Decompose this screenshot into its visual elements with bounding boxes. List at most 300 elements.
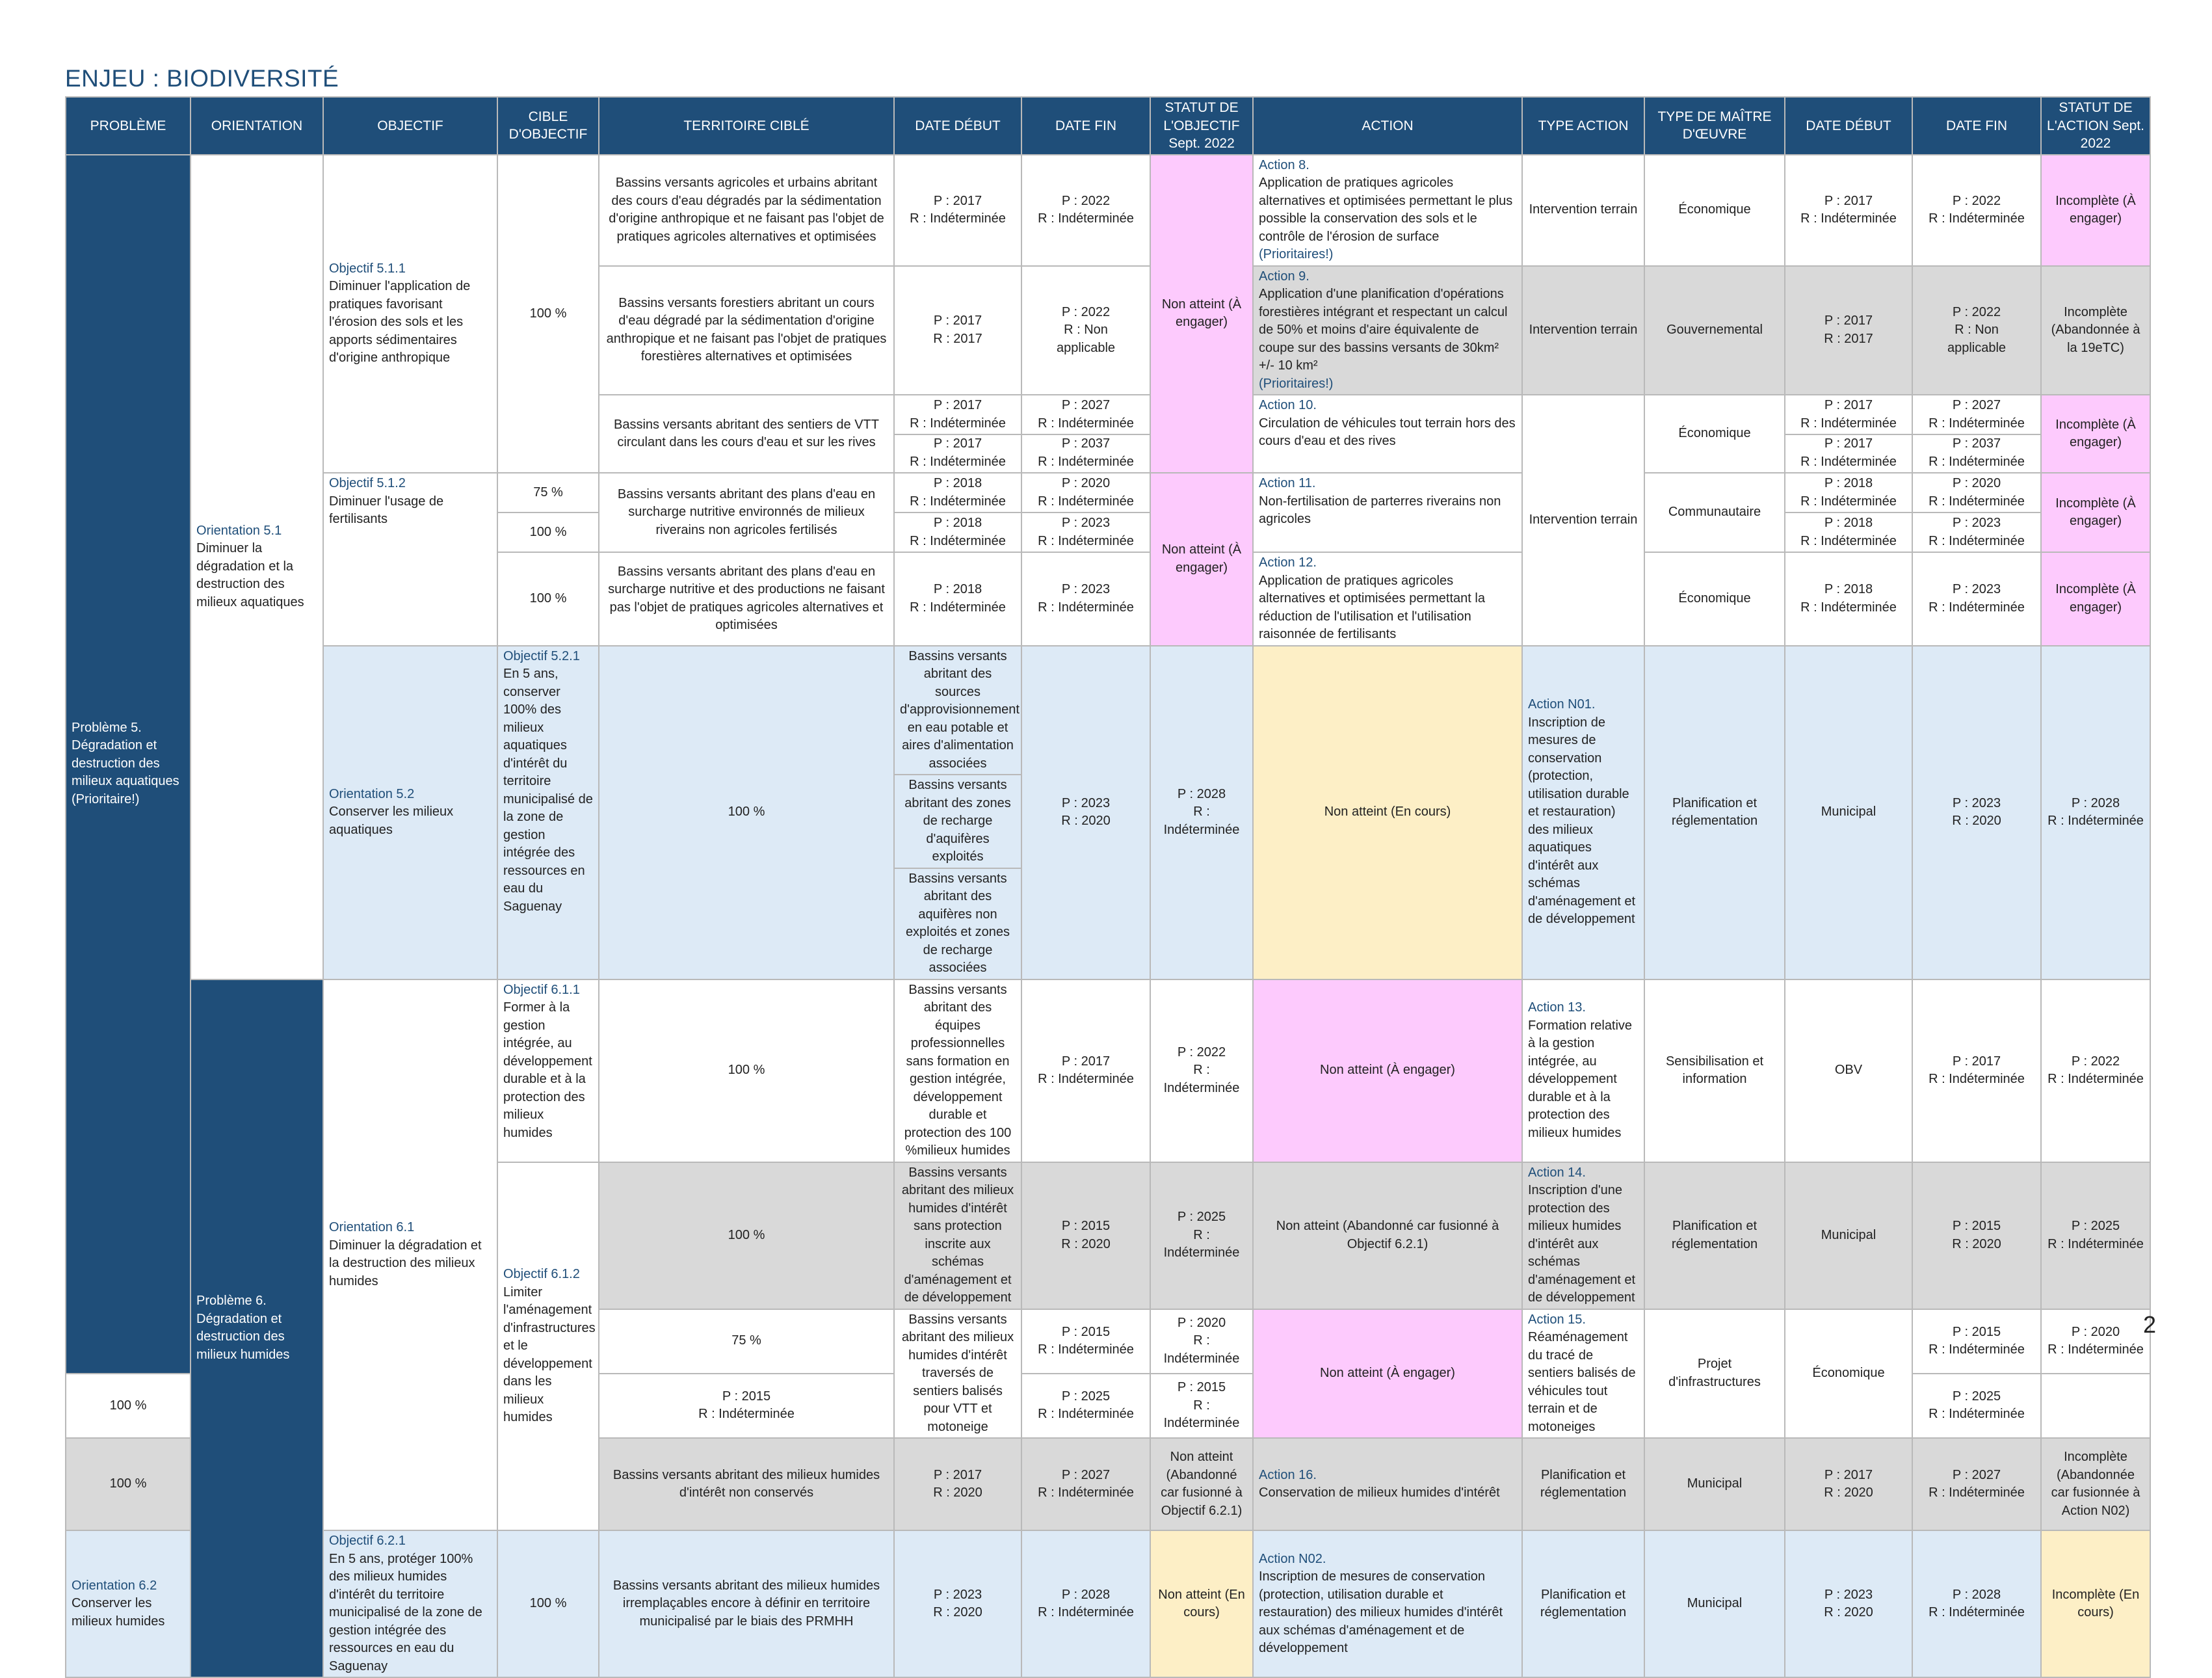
action-cell: [1253, 552, 1522, 646]
date-debut-cell: [894, 552, 1021, 646]
date-debut-cell: [894, 513, 1021, 552]
date-r: R : Indéterminée: [910, 211, 1006, 226]
cible-cell: 100 %: [497, 155, 599, 473]
action-title: Action 13.: [1528, 1000, 1586, 1015]
problem-5-cell: [66, 155, 191, 1374]
objective-status-cell: Non atteint (En cours): [1253, 646, 1522, 979]
objective-5-1-2-cell: [323, 473, 497, 646]
date-p: P : 2037: [1061, 436, 1111, 451]
date-p: P : 2023: [1952, 516, 2001, 530]
type-action-cell: Planification et réglementation: [1644, 1162, 1785, 1309]
date-r: R : Indéterminée: [1038, 211, 1134, 226]
date-debut-cell: [1021, 1309, 1150, 1374]
objective-text: Limiter l'aménagement d'infrastructures et le développement dans les milieux humides: [503, 1285, 596, 1424]
date-r: R : 2020: [1952, 814, 2001, 828]
date-r: R : Indéterminée: [1929, 1485, 2025, 1500]
maitre-cell: Économique: [1785, 1309, 1912, 1439]
date-r: R : Indéterminée: [1800, 533, 1897, 548]
objective-title: Objectif 5.1.1: [329, 261, 406, 276]
action-title: Action 9.: [1259, 269, 1310, 284]
problem-text: Dégradation et destruction des milieux humides: [196, 1311, 290, 1362]
date-r: R : Indéterminée: [1038, 454, 1134, 469]
type-action-cell: Planification et réglementation: [1522, 1530, 1644, 1677]
action-cell: [1522, 1162, 1644, 1309]
date-r: R : Indéterminée: [1929, 1072, 2025, 1086]
orientation-5-2-cell: [323, 646, 497, 979]
header-cell: DATE DÉBUT: [1785, 97, 1912, 155]
action-status-cell: Incomplète (À engager): [2041, 395, 2150, 473]
date-p: P : 2027: [1952, 1467, 2001, 1482]
date-p: P : 2022: [1061, 193, 1111, 208]
date-fin-cell: [1021, 473, 1150, 513]
action-cell: [1253, 1438, 1522, 1530]
action-status-cell: Incomplète (À engager): [2041, 552, 2150, 646]
date-p: P : 2018: [1824, 476, 1873, 490]
date-p: P : 2023: [1824, 1587, 1873, 1602]
header-cell: STATUT DE L'OBJECTIF Sept. 2022: [1150, 97, 1253, 155]
date-r: R : Indéterminée: [1163, 1333, 1240, 1366]
action-text: Conservation de milieux humides d'intérêt: [1259, 1485, 1500, 1500]
date-r: R : Indéterminée: [1038, 1342, 1134, 1357]
objective-5-1-1-cell: [323, 155, 497, 473]
cible-cell: 75 %: [497, 473, 599, 513]
date-r: R : Indéterminée: [1929, 416, 2025, 431]
action-text: Formation relative à la gestion intégrée, au développement durable et à la protection des milieux humides: [1528, 1018, 1633, 1140]
type-action-cell: Intervention terrain: [1522, 266, 1644, 395]
date-r: R : Indéterminée: [1163, 1398, 1240, 1431]
date-p: P : 2027: [1061, 1467, 1111, 1482]
date-r: R : Indéterminée: [1038, 600, 1134, 615]
date-p: P : 2023: [1061, 582, 1111, 597]
orientation-6-1-cell: [323, 979, 497, 1531]
cible-cell: 100 %: [497, 552, 599, 646]
header-cell: CIBLE D'OBJECTIF: [497, 97, 599, 155]
date-r: R : Indéterminée: [1929, 1342, 2025, 1357]
date-p: P : 2022: [2071, 1054, 2120, 1069]
header-cell: TYPE DE MAÎTRE D'ŒUVRE: [1644, 97, 1785, 155]
action-date-fin-cell: [1912, 513, 2041, 552]
date-r: R : Indéterminée: [1929, 1407, 2025, 1422]
action-cell: [1522, 646, 1644, 979]
action-status-cell: Incomplète (À engager): [2041, 155, 2150, 266]
action-date-fin-cell: [2041, 646, 2150, 979]
date-p: P : 2017: [933, 398, 982, 412]
header-cell: TYPE ACTION: [1522, 97, 1644, 155]
problem-text: Dégradation et destruction des milieux aquatiques: [72, 738, 179, 789]
date-fin-cell: [1021, 552, 1150, 646]
date-r: R : Indéterminée: [1929, 1605, 2025, 1619]
table-row: [66, 155, 2150, 266]
date-debut-cell: [1021, 1162, 1150, 1309]
cible-cell: 100 %: [599, 979, 894, 1162]
date-p: P : 2020: [1952, 476, 2001, 490]
date-fin-cell: [1021, 1530, 1150, 1677]
date-r: applicable: [1947, 340, 2007, 355]
objective-title: Objectif 5.1.2: [329, 476, 406, 490]
objective-status-cell: Non atteint (À engager): [1150, 473, 1253, 646]
date-p: P : 2025: [2071, 1219, 2120, 1233]
date-r: R : Indéterminée: [1800, 416, 1897, 431]
action-date-debut-cell: [1785, 552, 1912, 646]
action-date-fin-cell: [1912, 1374, 2041, 1438]
date-fin-cell: [1021, 266, 1150, 395]
header-cell: DATE FIN: [1021, 97, 1150, 155]
territory-cell: Bassins versants abritant des plans d'eau en surcharge nutritive et des productions ne faisant pas l'objet de pratiques agricoles alternatives et optimisées: [599, 552, 894, 646]
type-action-cell: Intervention terrain: [1522, 155, 1644, 266]
cible-cell: 100 %: [497, 513, 599, 552]
date-debut-cell: [894, 395, 1021, 473]
page-title: ENJEU : BIODIVERSITÉ: [65, 65, 339, 92]
date-p: P : 2027: [1952, 398, 2001, 412]
date-r: R : Indéterminée: [1038, 416, 1134, 431]
date-p: P : 2022: [1952, 193, 2001, 208]
action-title: Action 11.: [1259, 476, 1316, 490]
date-p: P : 2022: [1952, 304, 2001, 319]
date-r: R : Indéterminée: [1038, 1407, 1134, 1422]
date-p: P : 2022: [1177, 1045, 1226, 1059]
header-cell: PROBLÈME: [66, 97, 191, 155]
date-p: P : 2017: [1824, 193, 1873, 208]
date-p: P : 2017: [933, 193, 982, 208]
date-r: R : Indéterminée: [2047, 1072, 2144, 1086]
action-text: Application de pratiques agricoles alternatives et optimisées permettant le plus possible la conservation des sols et le contrôle de l'érosion de surface: [1259, 176, 1513, 244]
date-p: P : 2020: [1061, 476, 1111, 490]
header-cell: DATE DÉBUT: [894, 97, 1021, 155]
maitre-cell: Communautaire: [1644, 473, 1785, 552]
action-title: Action N02.: [1259, 1551, 1326, 1566]
maitre-cell: Économique: [1644, 155, 1785, 266]
date-p: P : 2025: [1177, 1210, 1226, 1225]
type-action-cell: Planification et réglementation: [1522, 1438, 1644, 1530]
date-p: P : 2018: [933, 516, 982, 530]
table-row: [66, 646, 2150, 979]
action-title: Action 10.: [1259, 398, 1317, 412]
objective-status-cell: Non atteint (À engager): [1253, 979, 1522, 1162]
date-debut-cell: [1021, 646, 1150, 979]
action-date-fin-cell: [1912, 552, 2041, 646]
date-p: P : 2025: [1061, 1389, 1111, 1404]
date-p: P : 2023: [1952, 795, 2001, 810]
date-debut-cell: [894, 266, 1021, 395]
date-r: R : Indéterminée: [2047, 814, 2144, 828]
date-fin-cell: [1150, 646, 1253, 979]
date-fin-cell: [1021, 155, 1150, 266]
maitre-cell: OBV: [1785, 979, 1912, 1162]
date-fin-cell: [1150, 1162, 1253, 1309]
date-p: P : 2025: [1952, 1389, 2001, 1404]
date-r: R : Non: [1955, 323, 1999, 337]
date-p: P : 2017: [1824, 436, 1873, 451]
date-p: P : 2028: [1177, 786, 1226, 801]
date-p: P : 2017: [1952, 1054, 2001, 1069]
action-date-debut-cell: [1912, 979, 2041, 1162]
header-cell: OBJECTIF: [323, 97, 497, 155]
territory-cell: Bassins versants abritant des milieux humides d'intérêt non conservés: [599, 1438, 894, 1530]
maitre-cell: Économique: [1644, 552, 1785, 646]
maitre-cell: Municipal: [1644, 1438, 1785, 1530]
action-date-debut-cell: [1150, 1374, 1253, 1438]
date-debut-cell: [894, 473, 1021, 513]
action-cell: [1522, 1309, 1644, 1439]
problem-6-cell: [191, 979, 323, 1678]
orientation-title: Orientation 5.2: [329, 786, 415, 801]
type-action-cell: Intervention terrain: [1522, 395, 1644, 646]
objective-title: Objectif 6.1.2: [503, 1267, 580, 1281]
date-p: P : 2020: [2071, 1324, 2120, 1339]
objective-status-cell: Non atteint (Abandonné car fusionné à Objectif 6.2.1): [1253, 1162, 1522, 1309]
date-r: R : Indéterminée: [1163, 1063, 1240, 1095]
date-r: R : Indéterminée: [1038, 1072, 1134, 1086]
date-p: P : 2027: [1061, 398, 1111, 412]
action-text: Inscription d'une protection des milieux humides d'intérêt aux schémas d'aménagement et de développement: [1528, 1183, 1636, 1305]
cible-cell: 100 %: [66, 1374, 191, 1438]
objective-status-cell: Non atteint (À engager): [1150, 155, 1253, 473]
date-r: R : Indéterminée: [1800, 600, 1897, 615]
date-r: R : Indéterminée: [1800, 494, 1897, 509]
date-p: P : 2017: [933, 1467, 982, 1482]
action-date-debut-cell: [1785, 395, 1912, 473]
header-cell: ORIENTATION: [191, 97, 323, 155]
action-text: Inscription de mesures de conservation (protection, utilisation durable et restauration) des milieux humides d'intérêt aux schémas d'aménagement et de développement: [1259, 1569, 1503, 1655]
territory-cell: Bassins versants abritant des milieux humides d'intérêt sans protection inscrite aux schémas d'aménagement et de développement: [894, 1162, 1021, 1309]
objective-status-cell: Non atteint (À engager): [1253, 1309, 1522, 1439]
date-r: R : Non: [1064, 323, 1108, 337]
action-title: Action 14.: [1528, 1165, 1586, 1180]
action-tag: (Prioritaires!): [1259, 247, 1334, 261]
date-fin-cell: [1021, 1438, 1150, 1530]
date-debut-cell: [599, 1374, 894, 1438]
action-date-fin-cell: [2041, 979, 2150, 1162]
action-status-cell: Incomplète (Abandonnée à la 19eTC): [2041, 266, 2150, 395]
date-r: R : 2020: [933, 1485, 982, 1500]
action-cell: [1253, 266, 1522, 395]
date-r: R : 2017: [933, 331, 982, 346]
date-r: R : 2017: [1824, 331, 1873, 346]
date-fin-cell: [1150, 1309, 1253, 1374]
objective-5-2-1-cell: [497, 646, 599, 979]
objective-title: Objectif 6.2.1: [329, 1534, 406, 1548]
objective-text: Former à la gestion intégrée, au développement durable et à la protection des milieux humides: [503, 1000, 592, 1140]
date-fin-cell: [1021, 513, 1150, 552]
action-cell: [1253, 395, 1522, 473]
date-r: applicable: [1056, 340, 1116, 355]
objective-text: En 5 ans, conserver 100% des milieux aquatiques d'intérêt du territoire municipalisé de la zone de gestion intégrée des ressources en eau du Saguenay: [503, 667, 593, 914]
objective-6-2-1-cell: [323, 1530, 497, 1677]
date-p: P : 2018: [933, 476, 982, 490]
orientation-text: Diminuer la dégradation et la destruction des milieux aquatiques: [196, 541, 304, 609]
date-r: R : Indéterminée: [1929, 494, 2025, 509]
objective-6-1-1-cell: [497, 979, 599, 1162]
date-r: R : Indéterminée: [910, 416, 1006, 431]
date-debut-cell: [894, 155, 1021, 266]
action-date-fin-cell: [1912, 1438, 2041, 1530]
date-debut-cell: [894, 1438, 1021, 1530]
date-p: P : 2015: [1061, 1324, 1111, 1339]
date-r: R : 2020: [1824, 1605, 1873, 1619]
action-cell: [1522, 979, 1644, 1162]
action-cell: [1253, 473, 1522, 552]
maitre-cell: Municipal: [1644, 1530, 1785, 1677]
date-r: R : Indéterminée: [1163, 1227, 1240, 1260]
action-date-debut-cell: [1785, 155, 1912, 266]
action-cell: [1253, 1530, 1522, 1677]
cible-cell: 75 %: [599, 1309, 894, 1374]
action-status-cell: Incomplète (À engager): [2041, 473, 2150, 552]
date-p: P : 2028: [2071, 795, 2120, 810]
maitre-cell: Municipal: [1785, 1162, 1912, 1309]
date-r: R : Indéterminée: [1163, 805, 1240, 837]
date-p: P : 2017: [1061, 1054, 1111, 1069]
date-p: P : 2020: [1177, 1315, 1226, 1330]
date-fin-cell: [1021, 1374, 1150, 1438]
header-cell: ACTION: [1253, 97, 1522, 155]
orientation-title: Orientation 6.2: [72, 1578, 157, 1593]
date-p: P : 2017: [933, 313, 982, 328]
page-number: 2: [2143, 1311, 2157, 1338]
cible-cell: 100 %: [599, 646, 894, 979]
date-r: R : Indéterminée: [1038, 1605, 1134, 1619]
action-date-debut-cell: [1912, 1309, 2041, 1374]
action-tag: (Prioritaires!): [1259, 376, 1334, 391]
type-action-cell: Planification et réglementation: [1644, 646, 1785, 979]
orientation-text: Diminuer la dégradation et la destruction des milieux humides: [329, 1238, 482, 1288]
action-title: Action 16.: [1259, 1467, 1317, 1482]
action-date-debut-cell: [1785, 1530, 1912, 1677]
objective-status-cell: Non atteint (Abandonné car fusionné à Objectif 6.2.1): [1150, 1438, 1253, 1530]
orientation-title: Orientation 5.1: [196, 523, 282, 538]
action-date-debut-cell: [1785, 1438, 1912, 1530]
date-debut-cell: [894, 1530, 1021, 1677]
date-r: R : Indéterminée: [1800, 454, 1897, 469]
date-r: R : Indéterminée: [910, 454, 1006, 469]
problem-title: Problème 6.: [196, 1294, 267, 1309]
date-p: P : 2017: [1824, 398, 1873, 412]
date-r: R : 2020: [1061, 1236, 1111, 1251]
objective-text: Diminuer l'usage de fertilisants: [329, 494, 444, 526]
territory-cell: Bassins versants agricoles et urbains abritant des cours d'eau dégradés par la sédimentation d'origine anthropique et ne faisant pas l'objet de pratiques agricoles alternatives et optimisées: [599, 155, 894, 266]
table-row: [66, 473, 2150, 513]
type-action-cell: Projet d'infrastructures: [1644, 1309, 1785, 1439]
territory-cell: Bassins versants abritant des équipes professionnelles sans formation en gestion intégrée, développement durable et protection des 100 %milieux humides: [894, 979, 1021, 1162]
territory-sub: Bassins versants abritant des zones de recharge d'aquifères exploités: [895, 775, 1021, 869]
date-r: R : 2020: [1824, 1485, 1873, 1500]
table-row: [66, 979, 2150, 1162]
cible-cell: 100 %: [497, 1530, 599, 1677]
biodiversity-table: [65, 96, 2151, 1678]
date-r: R : Indéterminée: [698, 1407, 795, 1422]
date-r: R : Indéterminée: [1929, 533, 2025, 548]
cible-cell: 100 %: [599, 1162, 894, 1309]
date-p: P : 2023: [1061, 516, 1111, 530]
date-r: R : Indéterminée: [910, 533, 1006, 548]
date-r: R : Indéterminée: [910, 494, 1006, 509]
date-r: R : 2020: [1952, 1236, 2001, 1251]
action-date-fin-cell: [1912, 1530, 2041, 1677]
header-cell: DATE FIN: [1912, 97, 2041, 155]
date-r: R : Indéterminée: [1038, 494, 1134, 509]
action-cell: [1253, 155, 1522, 266]
date-p: P : 2022: [1061, 304, 1111, 319]
action-text: Inscription de mesures de conservation (protection, utilisation durable et restauration) des milieux aquatiques d'intérêt aux schémas d'aménagement et de développement: [1528, 715, 1636, 927]
date-r: R : Indéterminée: [1929, 600, 2025, 615]
problem-title: Problème 5.: [72, 720, 142, 735]
date-r: R : Indéterminée: [1929, 454, 2025, 469]
maitre-cell: Gouvernemental: [1644, 266, 1785, 395]
objective-text: Diminuer l'application de pratiques favorisant l'érosion des sols et les apports sédimentaires d'origine anthropique: [329, 279, 471, 366]
territory-cell: Bassins versants abritant des plans d'eau en surcharge nutritive environnés de milieux riverains non agricoles fertilisés: [599, 473, 894, 552]
action-date-debut-cell: [1785, 266, 1912, 395]
date-r: R : Indéterminée: [1038, 533, 1134, 548]
date-p: P : 2017: [1824, 1467, 1873, 1482]
date-p: P : 2037: [1952, 436, 2001, 451]
date-p: P : 2028: [1952, 1587, 2001, 1602]
maitre-cell: Économique: [1644, 395, 1785, 473]
action-date-fin-cell: [1912, 155, 2041, 266]
problem-tag: (Prioritaire!): [72, 792, 140, 806]
action-date-debut-cell: [1785, 473, 1912, 513]
territory-sub: Bassins versants abritant des aquifères non exploités et zones de recharge associées: [905, 871, 1010, 975]
orientation-title: Orientation 6.1: [329, 1220, 415, 1235]
date-p: P : 2015: [722, 1389, 771, 1404]
action-date-fin-cell: [2041, 1309, 2150, 1374]
date-fin-cell: [1150, 979, 1253, 1162]
date-p: P : 2018: [933, 582, 982, 597]
action-date-debut-cell: [1912, 646, 2041, 979]
date-r: R : 2020: [1061, 814, 1111, 828]
date-p: P : 2017: [933, 436, 982, 451]
header-cell: STATUT DE L'ACTION Sept. 2022: [2041, 97, 2150, 155]
objective-text: En 5 ans, protéger 100% des milieux humides d'intérêt du territoire municipalisé de la zone de gestion intégrée des ressources en eau du Saguenay: [329, 1551, 482, 1673]
date-r: R : Indéterminée: [2047, 1236, 2144, 1251]
date-r: R : 2020: [933, 1605, 982, 1619]
orientation-text: Conserver les milieux aquatiques: [329, 805, 454, 837]
action-date-debut-cell: [1785, 513, 1912, 552]
orientation-text: Conserver les milieux humides: [72, 1596, 165, 1629]
territory-cell: Bassins versants forestiers abritant un cours d'eau dégradé par la sédimentation d'origine anthropique et ne faisant pas l'objet de pratiques forestières alternatives et optimisées: [599, 266, 894, 395]
action-text: Circulation de véhicules tout terrain hors des cours d'eau et des rives: [1259, 416, 1516, 448]
territory-cell: Bassins versants abritant des sentiers de VTT circulant dans les cours d'eau et sur les rives: [599, 395, 894, 473]
date-p: P : 2023: [1952, 582, 2001, 597]
date-fin-cell: [1021, 395, 1150, 473]
table-row: [66, 1530, 2150, 1677]
date-p: P : 2023: [1061, 795, 1111, 810]
date-p: P : 2017: [1824, 313, 1873, 328]
date-p: P : 2018: [1824, 582, 1873, 597]
action-title: Action 12.: [1259, 555, 1317, 570]
date-p: P : 2015: [1177, 1380, 1226, 1395]
objective-status-cell: Non atteint (En cours): [1150, 1530, 1253, 1677]
action-title: Action 15.: [1528, 1312, 1586, 1327]
date-r: R : Indéterminée: [1800, 211, 1897, 226]
action-text: Application de pratiques agricoles alternatives et optimisées permettant la réduction de l'utilisation et l'utilisation raisonnée de fertilisants: [1259, 573, 1485, 641]
date-p: P : 2015: [1952, 1219, 2001, 1233]
action-date-fin-cell: [1912, 266, 2041, 395]
date-r: R : Indéterminée: [1038, 1485, 1134, 1500]
orientation-5-1-cell: [191, 155, 323, 979]
date-p: P : 2015: [1952, 1324, 2001, 1339]
action-status-cell: Incomplète (Abandonnée car fusionnée à Action N02): [2041, 1438, 2150, 1530]
date-r: R : Indéterminée: [910, 600, 1006, 615]
territory-cell: Bassins versants abritant des milieux humides irremplaçables encore à définir en territoire municipalisé par le biais des PRMHH: [599, 1530, 894, 1677]
date-p: P : 2018: [1824, 516, 1873, 530]
action-text: Réaménagement du tracé de sentiers balisés de véhicules tout terrain et de motoneiges: [1528, 1330, 1636, 1434]
header-cell: TERRITOIRE CIBLÉ: [599, 97, 894, 155]
territory-cell: [894, 646, 1021, 979]
action-date-fin-cell: [2041, 1162, 2150, 1309]
territory-cell: Bassins versants abritant des milieux humides d'intérêt traversés de sentiers balisés pour VTT et motoneige: [894, 1309, 1021, 1439]
date-r: R : Indéterminée: [2047, 1342, 2144, 1357]
date-p: P : 2015: [1061, 1219, 1111, 1233]
